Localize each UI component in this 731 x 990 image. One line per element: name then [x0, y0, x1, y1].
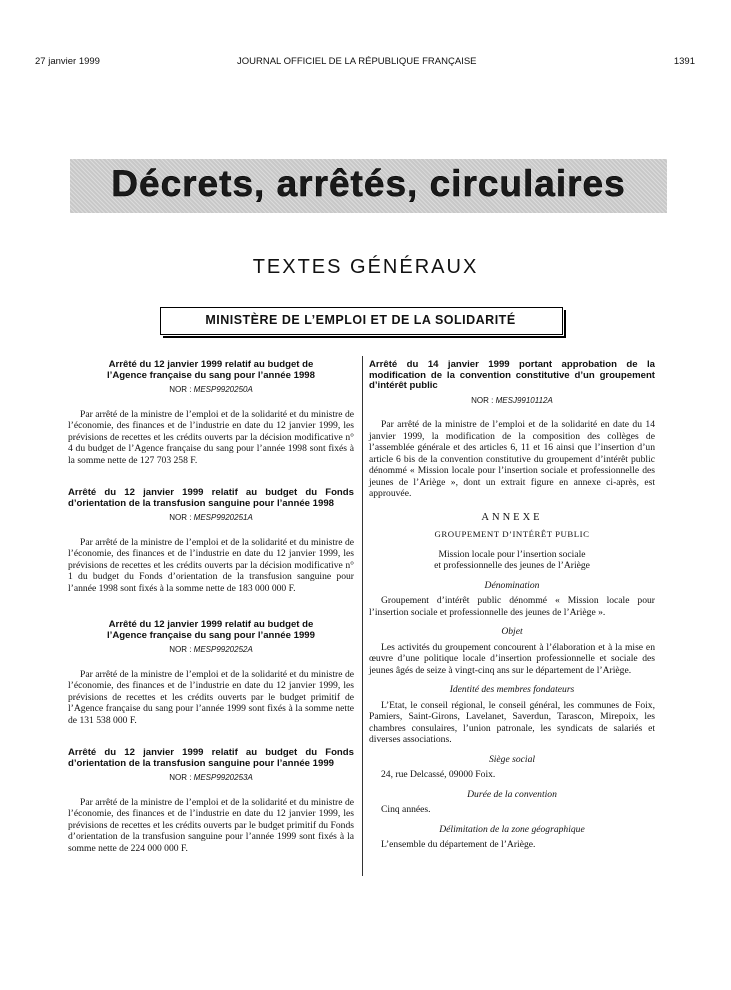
nor-code: MESP9920253A — [193, 773, 253, 782]
annex-section-heading: Objet — [501, 626, 523, 637]
decree-body: Par arrêté de la ministre de l’emploi et de la solidarité et du ministre de l’économie, des finances et de l’industrie en date du 12 janvier 1999, les prévisions de recettes et les crédits ouverts par le budget primitif de l’Agence française du sang pour l’année 1999 sont fixés à la somme nette de 131 538 000 F. — [68, 668, 354, 726]
nor-label: NOR : — [471, 395, 494, 405]
decree-block — [68, 360, 354, 466]
running-header — [35, 56, 695, 70]
right-column — [369, 360, 655, 851]
nor-reference — [68, 384, 354, 396]
banner-title: Décrets, arrêtés, circulaires — [111, 163, 626, 204]
decree-body: Par arrêté de la ministre de l’emploi et de la solidarité et du ministre de l’économie, des finances et de l’industrie en date du 12 janvier 1999, les prévisions de recettes et les crédits ouverts par la décision modificative n° 1 du budget du Fonds d’orientation de la transfusion sanguine pour l’année 1998 sont fixés à la somme nette de 183 000 000 F. — [68, 536, 354, 594]
nor-reference — [68, 772, 354, 784]
annex-section-heading: Durée de la convention — [467, 788, 557, 800]
decree-title: Arrêté du 12 janvier 1999 relatif au budget de l’Agence française du sang pour l’année 1998 — [107, 359, 315, 381]
decree-body: Par arrêté de la ministre de l’emploi et de la solidarité et du ministre de l’économie, des finances et de l’industrie en date du 12 janvier 1999, les prévisions de recettes et les crédits ouverts par la décision modificative n° 4 du budget de l’Agence française du sang pour l’année 1998 sont fixés à la somme nette de 127 703 258 F. — [68, 408, 354, 466]
decree-block — [68, 620, 354, 726]
nor-label: NOR : — [169, 385, 192, 394]
decree-title: Arrêté du 12 janvier 1999 relatif au budget de l’Agence française du sang pour l’année 1999 — [107, 619, 315, 641]
nor-reference — [68, 512, 354, 524]
nor-label: NOR : — [169, 773, 192, 782]
decree-block — [68, 488, 354, 594]
column-divider — [362, 356, 363, 876]
ministry-title: MINISTÈRE DE L’EMPLOI ET DE LA SOLIDARITÉ — [205, 313, 516, 327]
header-date: 27 janvier 1999 — [35, 56, 100, 67]
nor-code: MESP9920252A — [193, 645, 253, 654]
annex-section-text: Cinq années. — [381, 804, 431, 815]
annex-section-text: L’ensemble du département de l’Ariège. — [381, 839, 536, 850]
nor-code: MESP9920251A — [193, 513, 253, 522]
nor-reference — [369, 395, 655, 407]
annex-section-text: Les activités du groupement concourent à l’élaboration et à la mise en œuvre d’une politique locale d’insertion professionnelle et sociale des jeunes âgés de seize à vingt-cinq ans sur le département de l’Ariège. — [369, 641, 655, 676]
annex-section-heading: Identité des membres fondateurs — [449, 684, 575, 695]
gip-heading: GROUPEMENT D’INTÉRÊT PUBLIC — [434, 529, 590, 539]
mission-name-line: et professionnelle des jeunes de l’Ariège — [434, 560, 590, 571]
annex-section-text: 24, rue Delcassé, 09000 Foix. — [381, 769, 496, 780]
decree-body: Par arrêté de la ministre de l’emploi et de la solidarité et du ministre de l’économie, des finances et de l’industrie en date du 12 janvier 1999, les prévisions de recettes et les crédits ouverts par le budget primitif du Fonds d’orientation de la transfusion sanguine pour l’année 1999 sont fixés à la somme nette de 224 000 000 F. — [68, 796, 354, 854]
annex-heading: ANNEXE — [481, 511, 543, 523]
header-page-number: 1391 — [673, 56, 695, 67]
header-journal: JOURNAL OFFICIEL DE LA RÉPUBLIQUE FRANÇAISE — [237, 56, 477, 67]
nor-label: NOR : — [169, 645, 192, 654]
nor-code: MESP9920250A — [193, 385, 253, 394]
annex-section-heading: Siège social — [488, 753, 536, 765]
decree-title: Arrêté du 12 janvier 1999 relatif au budget du Fonds d’orientation de la transfusion sanguine pour l’année 1998 — [68, 487, 354, 509]
annex-section-text: L’Etat, le conseil régional, le conseil général, les communes de Foix, Pamiers, Saint-Girons, Lavelanet, Saverdun, Tarascon, Mirepoix, les chambres consulaires, l’union patronale, les syndicats de salariés et diverses associations. — [369, 699, 655, 745]
left-column — [68, 360, 354, 866]
annex-section-text: Groupement d’intérêt public dénommé « Mission locale pour l’insertion sociale et professionnelle des jeunes de l’Ariège ». — [369, 595, 655, 618]
annex-section-heading: Délimitation de la zone géographique — [439, 823, 585, 835]
mission-name-line: Mission locale pour l’insertion sociale — [438, 548, 586, 560]
decree-body: Par arrêté de la ministre de l’emploi et de la solidarité en date du 14 janvier 1999, la modification de la composition des collèges de l’assemblée générale et des articles 6, 11 et 16 ainsi que l’insertion d’un article 6 bis de la convention constitutive du groupement d’intérêt public dénommé « Mission locale pour l’insertion sociale et professionnelle des jeunes de l’Ariège », dont un extrait figure en annexe ci-après, est approuvée. — [369, 419, 655, 499]
nor-label: NOR : — [169, 513, 192, 522]
section-title: TEXTES GÉNÉRAUX — [252, 256, 479, 278]
nor-reference — [68, 644, 354, 656]
annex-section-heading: Dénomination — [484, 579, 540, 591]
nor-code: MESJ9910112A — [495, 395, 553, 405]
decree-title: Arrêté du 12 janvier 1999 relatif au budget du Fonds d’orientation de la transfusion sanguine pour l’année 1999 — [68, 747, 354, 769]
mission-name — [369, 549, 655, 572]
decree-title: Arrêté du 14 janvier 1999 portant approbation de la modification de la convention constitutive d’un groupement d’intérêt public — [369, 359, 655, 391]
decree-block — [68, 748, 354, 854]
